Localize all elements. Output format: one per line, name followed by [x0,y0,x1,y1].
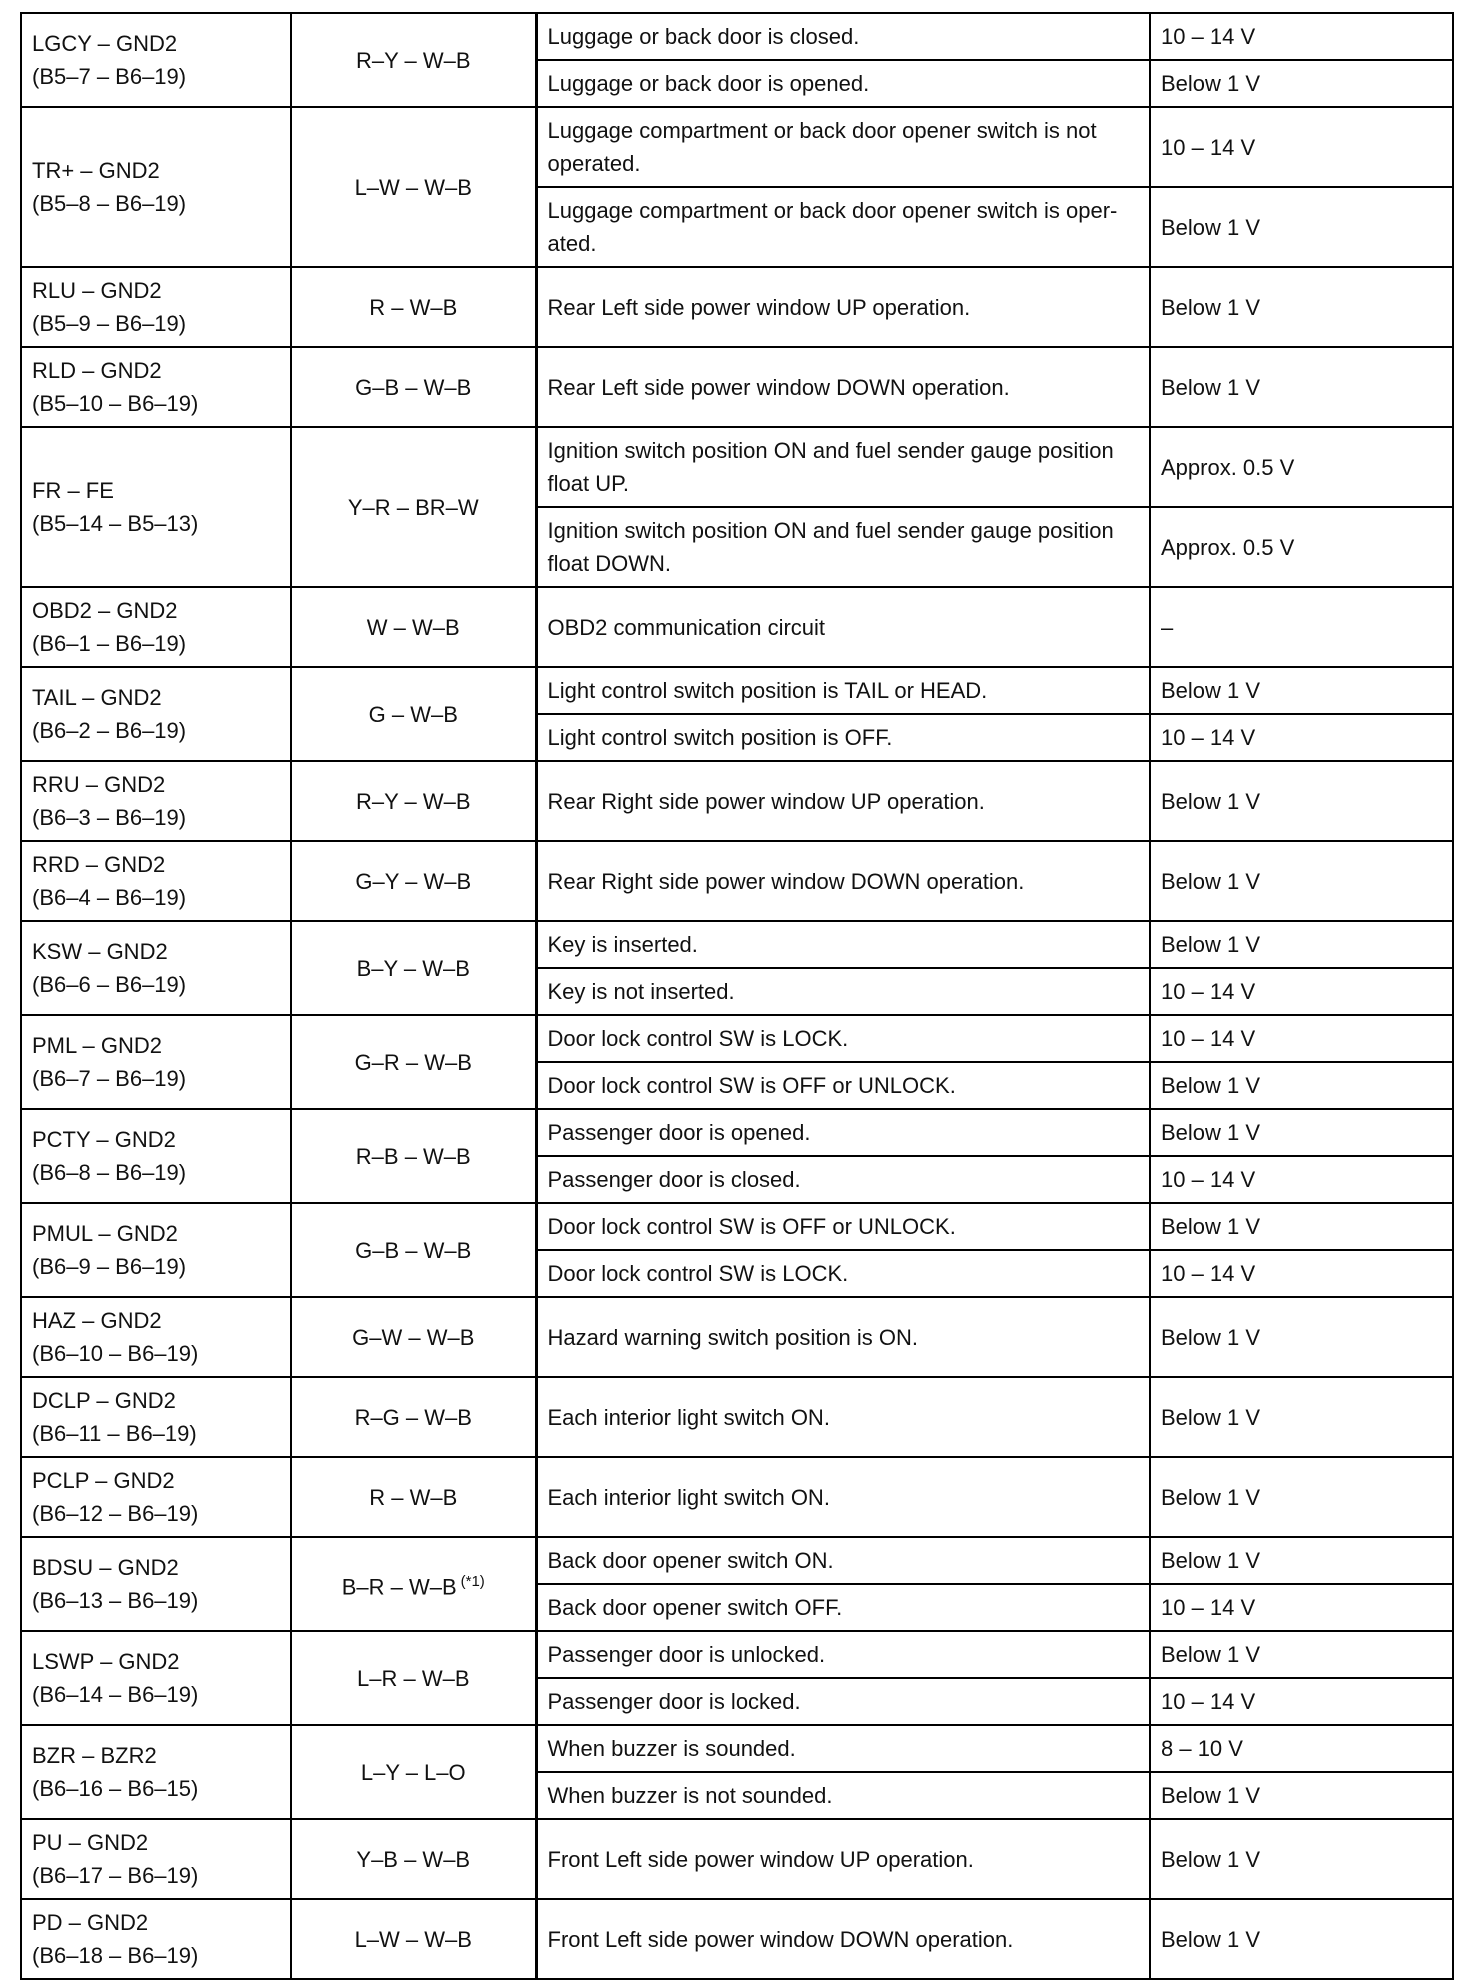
terminal-voltage-table [20,12,1454,1980]
wiring-color: R – W–B [369,294,458,320]
wiring-color-cell [291,267,536,347]
terminal-cell [21,1109,291,1203]
condition-cell: Passenger door is opened. [536,1109,1150,1156]
terminal-name: BZR – BZR2 [32,1743,157,1768]
table-row [21,1537,1453,1584]
condition-cell: Door lock control SW is LOCK. [536,1250,1150,1297]
wiring-color: G – W–B [368,701,458,727]
wiring-color: R–Y – W–B [355,47,471,73]
condition-cell: Each interior light switch ON. [536,1457,1150,1537]
terminal-pins: (B5–14 – B5–13) [32,511,199,536]
terminal-cell [21,1457,291,1537]
terminal-pins: (B6–13 – B6–19) [32,1588,199,1613]
specified-condition-cell: Below 1 V [1150,1297,1453,1377]
terminal-pins: (B5–7 – B6–19) [32,64,187,89]
terminal-name: TAIL – GND2 [32,685,162,710]
terminal-cell [21,1203,291,1297]
terminal-cell [21,1015,291,1109]
terminal-pins: (B6–11 – B6–19) [32,1421,197,1446]
condition-cell: Luggage or back door is closed. [536,13,1150,60]
condition-cell: Key is inserted. [536,921,1150,968]
wiring-color-cell [291,1725,536,1819]
condition-cell: Door lock control SW is LOCK. [536,1015,1150,1062]
wiring-color-cell [291,1203,536,1297]
terminal-pins: (B6–7 – B6–19) [32,1066,187,1091]
condition-cell: Rear Right side power window UP operation. [536,761,1150,841]
condition-cell: Rear Right side power window DOWN operation. [536,841,1150,921]
specified-condition-cell: Below 1 V [1150,267,1453,347]
specified-condition-cell: Below 1 V [1150,667,1453,714]
terminal-name: PU – GND2 [32,1830,149,1855]
terminal-cell [21,1631,291,1725]
terminal-pins: (B6–9 – B6–19) [32,1254,187,1279]
specified-condition-cell: Below 1 V [1150,1457,1453,1537]
specified-condition-cell: Approx. 0.5 V [1150,427,1453,507]
terminal-pins: (B6–4 – B6–19) [32,885,187,910]
wiring-color-cell [291,1377,536,1457]
specified-condition-cell: 10 – 14 V [1150,1250,1453,1297]
table-body [21,13,1453,1979]
terminal-name: OBD2 – GND2 [32,598,178,623]
terminal-name: KSW – GND2 [32,939,168,964]
table-row [21,1377,1453,1457]
wiring-color: L–W – W–B [354,1926,472,1952]
terminal-pins: (B6–6 – B6–19) [32,972,187,997]
terminal-name: PCLP – GND2 [32,1468,175,1493]
condition-cell: Door lock control SW is OFF or UNLOCK. [536,1203,1150,1250]
condition-cell: Each interior light switch ON. [536,1377,1150,1457]
wiring-color: B–Y – W–B [356,955,470,981]
wiring-color-cell [291,1537,536,1631]
table-row [21,1015,1453,1062]
wiring-color-cell [291,921,536,1015]
specified-condition-cell: Below 1 V [1150,1899,1453,1979]
condition-cell: Light control switch position is TAIL or HEAD. [536,667,1150,714]
condition-cell: Front Left side power window DOWN operation. [536,1899,1150,1979]
table-row [21,1203,1453,1250]
terminal-name: HAZ – GND2 [32,1308,162,1333]
specified-condition-cell: 10 – 14 V [1150,968,1453,1015]
terminal-pins: (B5–10 – B6–19) [32,391,199,416]
condition-cell: Passenger door is unlocked. [536,1631,1150,1678]
condition-cell: Hazard warning switch position is ON. [536,1297,1150,1377]
table-row [21,761,1453,841]
wiring-color-cell [291,587,536,667]
wiring-color: L–W – W–B [354,174,472,200]
terminal-name: LSWP – GND2 [32,1649,180,1674]
terminal-cell [21,667,291,761]
table-row [21,107,1453,187]
terminal-cell [21,841,291,921]
terminal-cell [21,761,291,841]
wiring-color: R – W–B [369,1484,458,1510]
specified-condition-cell: 10 – 14 V [1150,1678,1453,1725]
wiring-color: G–W – W–B [352,1324,475,1350]
specified-condition-cell: Below 1 V [1150,1772,1453,1819]
specified-condition-cell: 8 – 10 V [1150,1725,1453,1772]
terminal-pins: (B6–17 – B6–19) [32,1863,199,1888]
wiring-color-cell [291,1015,536,1109]
terminal-name: PD – GND2 [32,1910,149,1935]
specified-condition-cell: Below 1 V [1150,1377,1453,1457]
condition-cell: Luggage or back door is opened. [536,60,1150,107]
wiring-color: G–Y – W–B [355,868,472,894]
terminal-pins: (B6–16 – B6–15) [32,1776,199,1801]
footnote-marker: (*1) [460,1572,485,1590]
condition-cell: Luggage compartment or back door opener switch is oper- ated. [536,187,1150,267]
condition-cell: Rear Left side power window UP operation. [536,267,1150,347]
specified-condition-cell: Below 1 V [1150,60,1453,107]
table-row [21,1819,1453,1899]
terminal-cell [21,427,291,587]
condition-cell: Rear Left side power window DOWN operation. [536,347,1150,427]
terminal-pins: (B6–3 – B6–19) [32,805,187,830]
wiring-color-cell [291,761,536,841]
table-row [21,13,1453,60]
wiring-color: Y–R – BR–W [347,494,479,520]
terminal-cell [21,107,291,267]
terminal-cell [21,13,291,107]
terminal-cell [21,347,291,427]
condition-cell: Ignition switch position ON and fuel sender gauge position float DOWN. [536,507,1150,587]
specified-condition-cell: 10 – 14 V [1150,13,1453,60]
condition-cell: Key is not inserted. [536,968,1150,1015]
specified-condition-cell: Below 1 V [1150,921,1453,968]
specified-condition-cell: Below 1 V [1150,187,1453,267]
terminal-name: LGCY – GND2 [32,31,178,56]
specified-condition-cell: Below 1 V [1150,1537,1453,1584]
terminal-name: FR – FE [32,478,114,503]
table-row [21,1899,1453,1979]
specified-condition-cell: 10 – 14 V [1150,714,1453,761]
wiring-color-cell [291,1297,536,1377]
wiring-color-cell [291,1899,536,1979]
terminal-pins: (B6–18 – B6–19) [32,1943,199,1968]
wiring-color-cell [291,1631,536,1725]
table-row [21,667,1453,714]
specified-condition-cell: Below 1 V [1150,1203,1453,1250]
terminal-pins: (B6–8 – B6–19) [32,1160,187,1185]
wiring-color-cell [291,667,536,761]
specified-condition-cell: 10 – 14 V [1150,107,1453,187]
terminal-cell [21,1377,291,1457]
terminal-name: RLU – GND2 [32,278,162,303]
wiring-color-cell [291,841,536,921]
wiring-color: G–R – W–B [354,1049,472,1075]
condition-cell: When buzzer is sounded. [536,1725,1150,1772]
terminal-spec-sheet [20,12,1452,1980]
condition-cell: Door lock control SW is OFF or UNLOCK. [536,1062,1150,1109]
specified-condition-cell: Below 1 V [1150,761,1453,841]
condition-cell: Back door opener switch ON. [536,1537,1150,1584]
terminal-cell [21,921,291,1015]
wiring-color-cell [291,1109,536,1203]
terminal-pins: (B6–10 – B6–19) [32,1341,199,1366]
table-row [21,1631,1453,1678]
specified-condition-cell: 10 – 14 V [1150,1584,1453,1631]
table-row [21,1109,1453,1156]
terminal-name: DCLP – GND2 [32,1388,176,1413]
condition-cell: Passenger door is locked. [536,1678,1150,1725]
wiring-color: B–R – W–B [341,1574,457,1600]
terminal-cell [21,1899,291,1979]
terminal-pins: (B5–9 – B6–19) [32,311,187,336]
condition-cell: Light control switch position is OFF. [536,714,1150,761]
terminal-cell [21,1537,291,1631]
specified-condition-cell: Below 1 V [1150,1062,1453,1109]
terminal-name: PML – GND2 [32,1033,163,1058]
table-row [21,921,1453,968]
table-row [21,1725,1453,1772]
terminal-cell [21,1725,291,1819]
terminal-pins: (B6–1 – B6–19) [32,631,187,656]
condition-cell: Passenger door is closed. [536,1156,1150,1203]
table-row [21,267,1453,347]
specified-condition-cell: – [1150,587,1453,667]
table-row [21,587,1453,667]
terminal-cell [21,587,291,667]
specified-condition-cell: Below 1 V [1150,347,1453,427]
wiring-color: G–B – W–B [355,1237,472,1263]
terminal-cell [21,1819,291,1899]
wiring-color-cell [291,347,536,427]
wiring-color-cell [291,1819,536,1899]
terminal-name: RLD – GND2 [32,358,162,383]
condition-cell: OBD2 communication circuit [536,587,1150,667]
terminal-name: RRD – GND2 [32,852,166,877]
wiring-color: R–Y – W–B [355,788,471,814]
specified-condition-cell: Below 1 V [1150,1109,1453,1156]
wiring-color: Y–B – W–B [356,1846,471,1872]
wiring-color-cell [291,13,536,107]
specified-condition-cell: Below 1 V [1150,1631,1453,1678]
terminal-name: BDSU – GND2 [32,1555,179,1580]
specified-condition-cell: 10 – 14 V [1150,1156,1453,1203]
wiring-color: G–B – W–B [355,374,472,400]
specified-condition-cell: Below 1 V [1150,841,1453,921]
wiring-color-cell [291,107,536,267]
specified-condition-cell: Below 1 V [1150,1819,1453,1899]
wiring-color: W – W–B [366,614,460,640]
terminal-pins: (B6–14 – B6–19) [32,1682,199,1707]
specified-condition-cell: 10 – 14 V [1150,1015,1453,1062]
table-row [21,347,1453,427]
wiring-color: R–G – W–B [354,1404,472,1430]
wiring-color-cell [291,1457,536,1537]
wiring-color: L–Y – L–O [360,1759,466,1785]
terminal-cell [21,1297,291,1377]
terminal-name: TR+ – GND2 [32,158,160,183]
terminal-pins: (B6–2 – B6–19) [32,718,187,743]
terminal-name: PCTY – GND2 [32,1127,176,1152]
terminal-pins: (B6–12 – B6–19) [32,1501,199,1526]
table-row [21,1297,1453,1377]
condition-cell: Ignition switch position ON and fuel sender gauge position float UP. [536,427,1150,507]
table-row [21,841,1453,921]
condition-cell: Front Left side power window UP operation. [536,1819,1150,1899]
terminal-pins: (B5–8 – B6–19) [32,191,187,216]
terminal-cell [21,267,291,347]
wiring-color-cell [291,427,536,587]
condition-cell: When buzzer is not sounded. [536,1772,1150,1819]
terminal-name: RRU – GND2 [32,772,166,797]
table-row [21,1457,1453,1537]
wiring-color: R–B – W–B [355,1143,471,1169]
wiring-color: L–R – W–B [357,1665,470,1691]
condition-cell: Back door opener switch OFF. [536,1584,1150,1631]
condition-cell: Luggage compartment or back door opener switch is not operated. [536,107,1150,187]
specified-condition-cell: Approx. 0.5 V [1150,507,1453,587]
table-row [21,427,1453,507]
terminal-name: PMUL – GND2 [32,1221,178,1246]
